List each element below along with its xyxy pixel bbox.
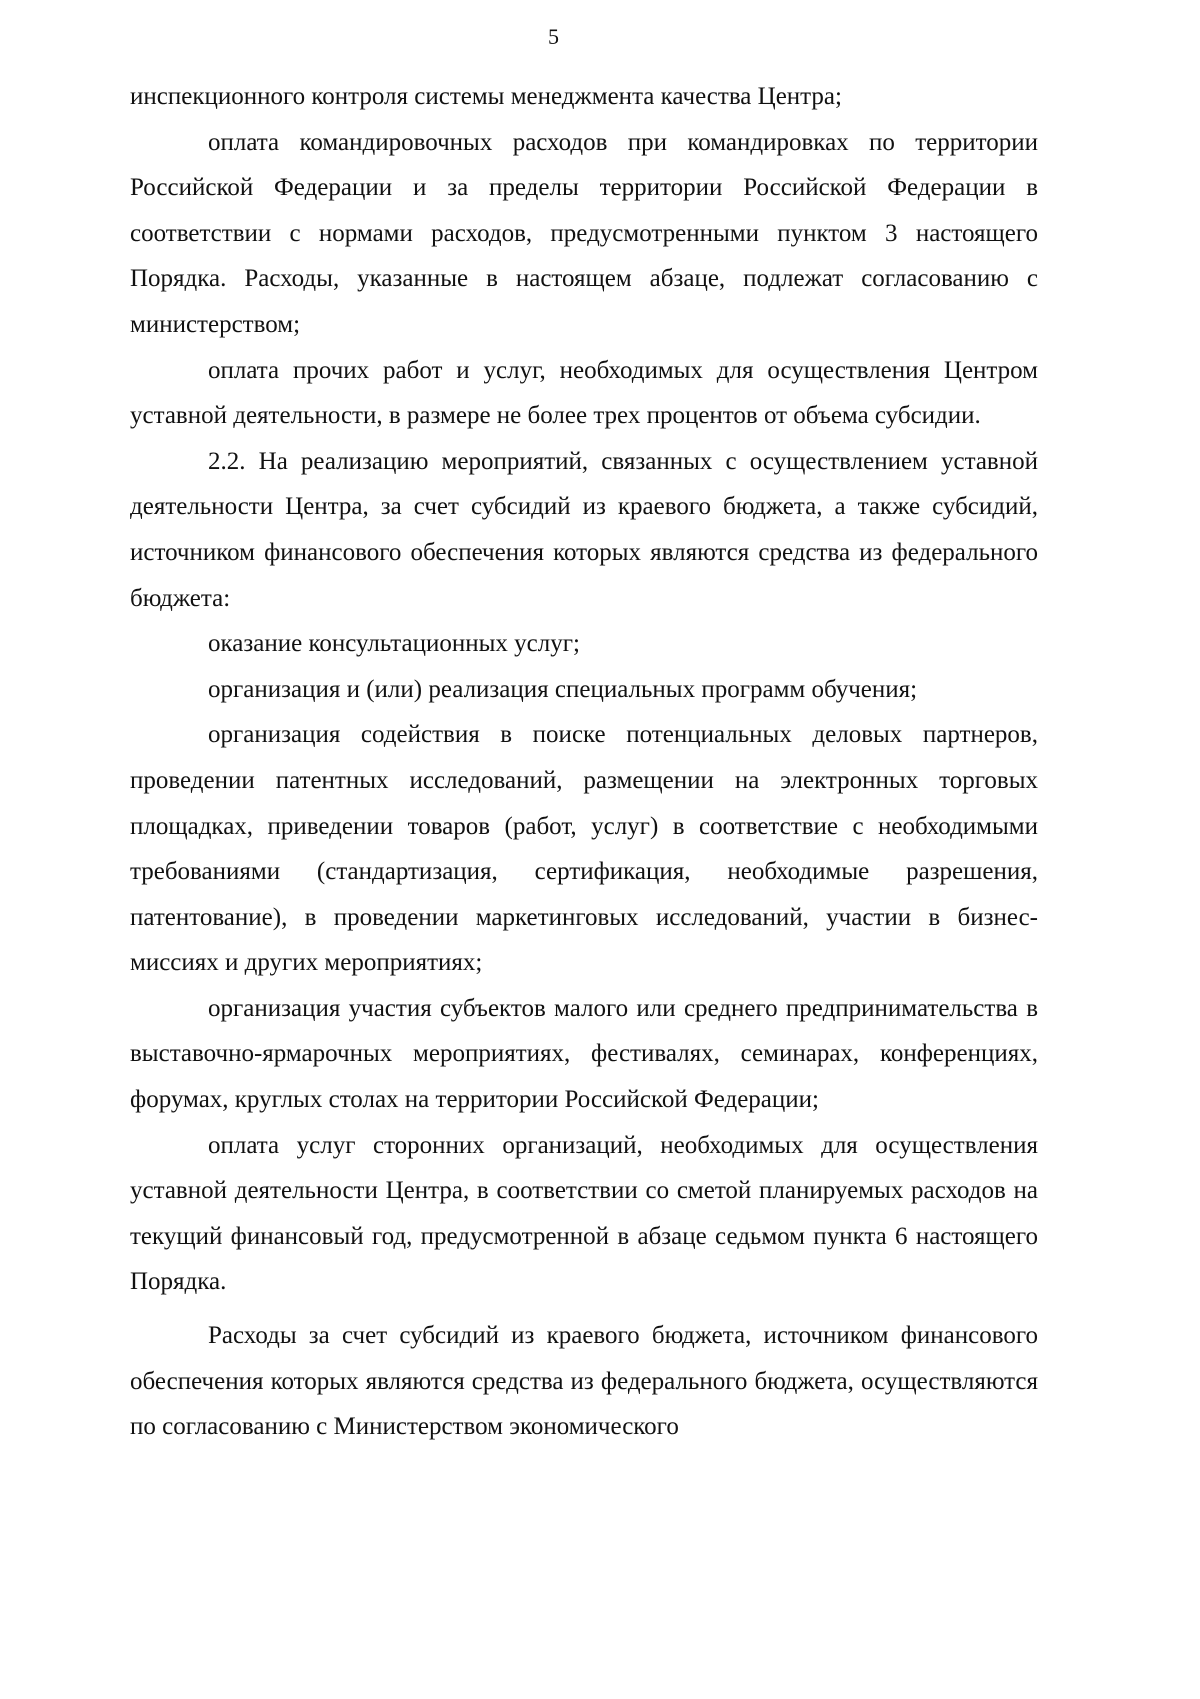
paragraph: Расходы за счет субсидий из краевого бюджета, источником финансового обеспечения которых являются средства из федерального бюджета, осуществляются по согласованию с Министерством экономического: [130, 1322, 1038, 1441]
document-body: [130, 74, 1038, 1450]
paragraph: оплата прочих работ и услуг, необходимых для осуществления Центром уставной деятельности, в размере не более трех процентов от объема субсидии.: [130, 356, 1038, 430]
paragraph: инспекционного контроля системы менеджмента качества Центра;: [130, 83, 842, 110]
page-number: 5: [548, 24, 559, 49]
paragraph: организация участия субъектов малого или среднего предпринимательства в выставочно-ярмарочных мероприятиях, фестивалях, семинарах, конференциях, форумах, круглых столах на территории Российской Федерации;: [130, 994, 1038, 1114]
paragraph: оплата командировочных расходов при командировках по территории Российской Федерации и за пределы территории Российской Федерации в соответствии с нормами расходов, предусмотренными пунктом 3 настоящего Порядка. Расходы, указанные в настоящем абзаце, подлежат согласованию с министерством;: [130, 128, 1038, 338]
paragraph: 2.2. На реализацию мероприятий, связанных с осуществлением уставной деятельности Центра, за счет субсидий из краевого бюджета, а также субсидий, источником финансового обеспечения которых являются средства из федерального бюджета:: [130, 447, 1038, 612]
paragraph: оплата услуг сторонних организаций, необходимых для осуществления уставной деятельности Центра, в соответствии со сметой планируемых расходов на текущий финансовый год, предусмотренной в абзаце седьмом пункта 6 настоящего Порядка.: [130, 1131, 1038, 1296]
paragraph: организация и (или) реализация специальных программ обучения;: [208, 675, 918, 703]
paragraph: оказание консультационных услуг;: [208, 630, 580, 658]
paragraph: организация содействия в поиске потенциальных деловых партнеров, проведении патентных исследований, размещении на электронных торговых площадках, приведении товаров (работ, услуг) в соответствие с необходимыми требованиями (стандартизация, сертификация, необходимые разрешения, патентование), в проведении маркетинговых исследований, участии в бизнес-миссиях и других мероприятиях;: [130, 721, 1038, 977]
